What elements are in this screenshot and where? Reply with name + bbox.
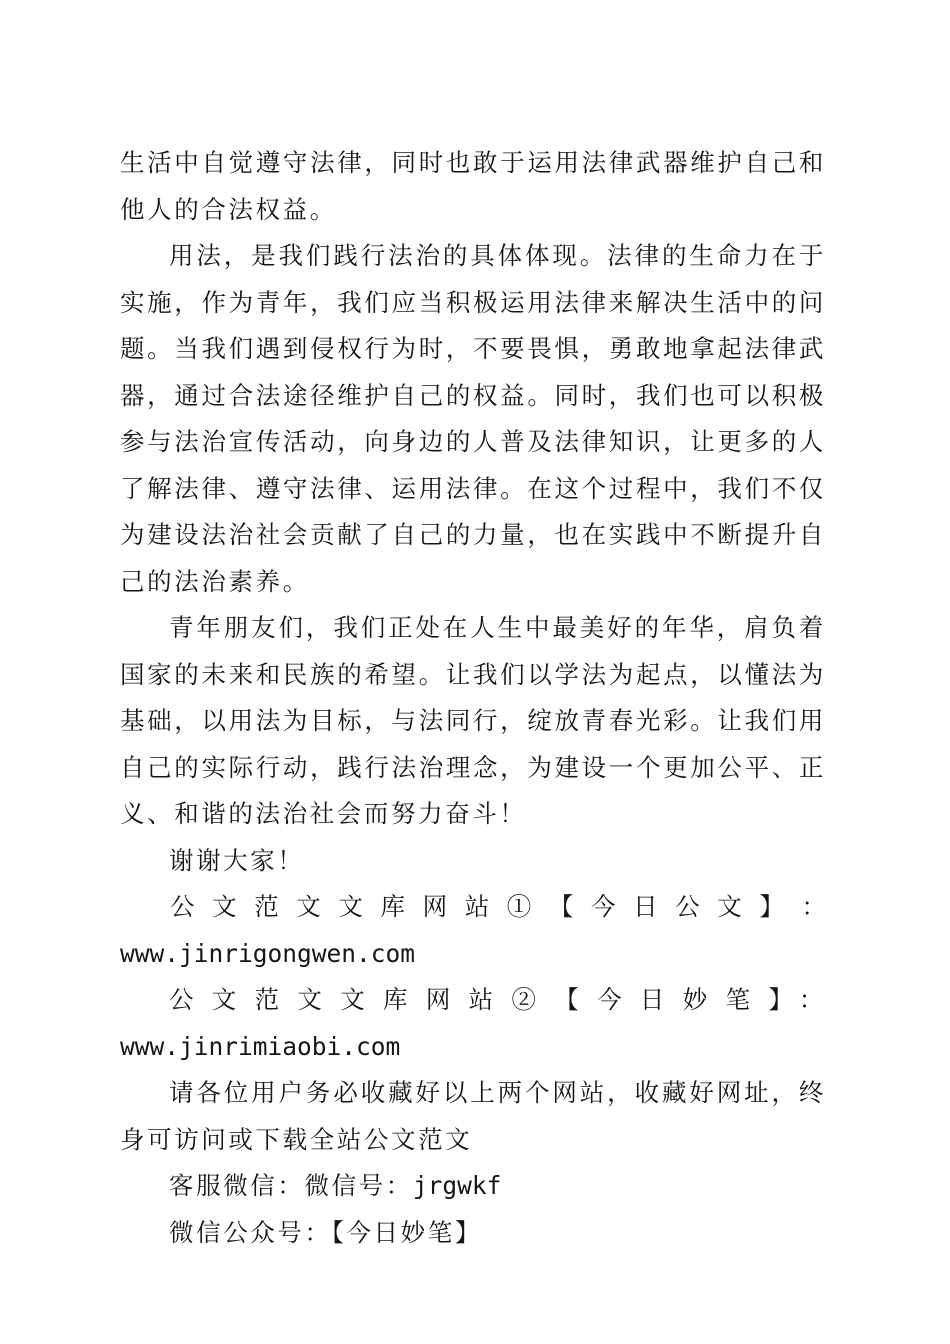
paragraph-use-law: 用法，是我们践行法治的具体体现。法律的生命力在于实施，作为青年，我们应当积极运用法律来解决生活中的问题。当我们遇到侵权行为时，不要畏惧，勇敢地拿起法律武器，通过合法途径维护自己的权益。同时，我们也可以积极参与法治宣传活动，向身边的人普及法律知识，让更多的人了解法律、遵守法律、运用法律。在这个过程中，我们不仅为建设法治社会贡献了自己的力量，也在实践中不断提升自己的法治素养。	[120, 241, 826, 596]
footer-site2	[120, 977, 826, 1070]
footer-wechat-service-label: 客服微信：微信号：	[169, 1171, 413, 1200]
footer-notice: 请各位用户务必收藏好以上两个网站，收藏好网址，终身可访问或下载全站公文范文	[120, 1078, 826, 1154]
footer-site1-url: www.jinrigongwen.com	[120, 938, 416, 968]
footer-wechat-service-id: jrgwkf	[412, 1171, 502, 1200]
footer-wechat-public: 微信公众号：【今日妙笔】	[169, 1217, 482, 1247]
footer-site1	[120, 884, 826, 977]
footer-site2-label: 公文范文文库网站②【今日妙笔】：	[169, 985, 826, 1014]
footer-site1-label: 公 文 范 文 文 库 网 站 ① 【 今 日 公 文 】 ：	[170, 892, 826, 921]
footer-site2-url: www.jinrimiaobi.com	[120, 1031, 401, 1061]
document-body	[120, 140, 826, 1256]
footer-wechat-service	[120, 1163, 826, 1210]
paragraph-continuation: 生活中自觉遵守法律，同时也敢于运用法律武器维护自己和他人的合法权益。	[120, 148, 826, 224]
paragraph-thanks: 谢谢大家！	[169, 845, 305, 875]
paragraph-youth-call: 青年朋友们，我们正处在人生中最美好的年华，肩负着国家的未来和民族的希望。让我们以学法为起点，以懂法为基础，以用法为目标，与法同行，绽放青春光彩。让我们用自己的实际行动，践行法治理念，为建设一个更加公平、正义、和谐的法治社会而努力奋斗！	[120, 613, 826, 828]
